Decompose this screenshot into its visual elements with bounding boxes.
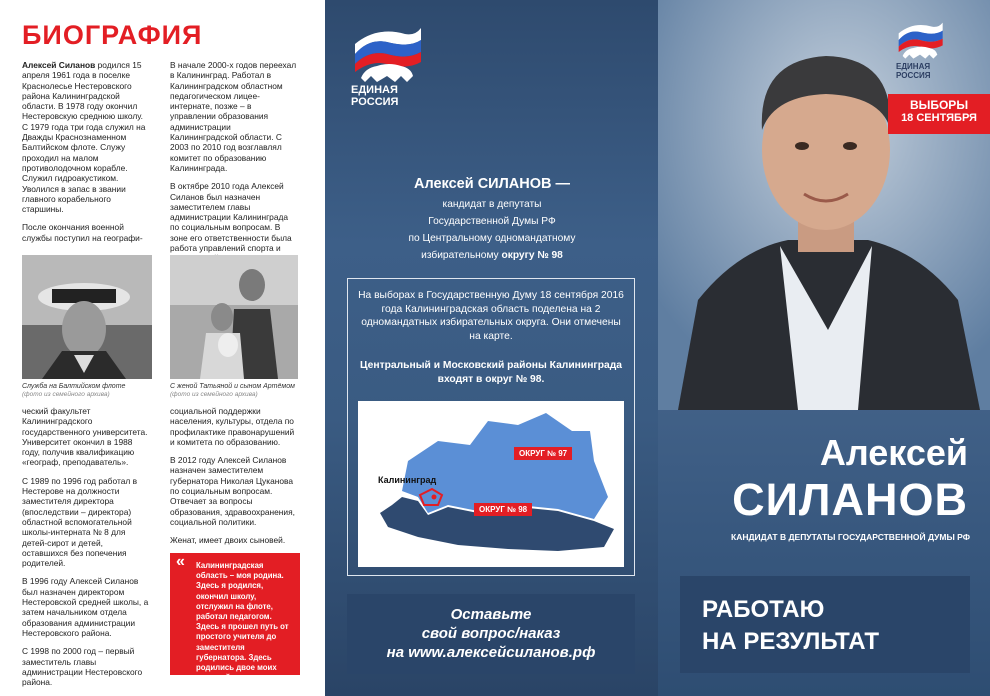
cta-box	[347, 594, 635, 674]
bio-paragraph: Женат, имеет двоих сыновей.	[170, 535, 286, 546]
slogan-line-2: НА РЕЗУЛЬТАТ	[702, 628, 880, 655]
candidate-heading: Алексей СИЛАНОВ —	[414, 176, 570, 192]
slogan-line-1: РАБОТАЮ	[702, 596, 825, 623]
quote-mark-icon: «	[176, 553, 185, 570]
map-label-district-98: ОКРУГ № 98	[474, 503, 532, 516]
bio-name: Алексей Силанов	[22, 60, 96, 70]
biography-title: БИОГРАФИЯ	[22, 20, 203, 50]
district-info-panel	[325, 0, 658, 696]
bio-column-1-bottom	[22, 406, 150, 695]
party-flag-bear-icon	[347, 24, 427, 84]
map-label-district-97: ОКРУГ № 97	[514, 447, 572, 460]
candidate-title: КАНДИДАТ В ДЕПУТАТЫ ГОСУДАРСТВЕННОЙ ДУМЫ РФ	[731, 532, 970, 542]
election-date-badge: ВЫБОРЫ 18 СЕНТЯБРЯ	[888, 94, 990, 134]
quote-text: Калининградская область – моя родина. Здесь я родился, окончил школу, отслужил на флоте, работал педагогом. Здесь я прошел путь от простого учителя до заместителя губернатора. Здесь родились двое моих сыновей.	[196, 561, 289, 683]
bio-paragraph: социальной поддержки населения, культуры, отдела по профилактике правонарушений и комитета по образованию.	[170, 406, 295, 447]
bio-paragraph: После окончания военной службы поступил на географи-	[22, 222, 143, 243]
slogan-box	[680, 576, 970, 673]
photo-source: (фото из семейного архива)	[170, 391, 258, 399]
biography-panel	[0, 0, 325, 696]
bio-column-2-top	[170, 60, 298, 272]
party-logo-text: ЕДИНАЯ РОССИЯ	[896, 62, 931, 80]
bio-column-1-top	[22, 60, 150, 251]
bio-paragraph: С 1989 по 1996 год работал в Нестерове на должности заместителя директора (впоследствии – директора) областной вспомогательной школы-интерната № 8 для детей-сирот и детей, оставшихся без попечения родителей.	[22, 475, 138, 569]
party-logo-text: ЕДИНАЯ РОССИЯ	[351, 84, 399, 108]
district-info-box	[347, 278, 635, 576]
bio-paragraph: Алексей Силанов родился 15 апреля 1961 года в поселке Краснолесье Нестеровского района Калининградской области. В 1978 году окончил Нестеровскую среднюю школу. С 1979 года три года служил на Дважды Краснознаменном Балтийском флоте. Служу проходил на малом противолодочном корабле. Служил гидроакустиком. Уволился в запас в звании главного корабельного старшины.	[22, 60, 146, 215]
candidate-subtitle: кандидат в депутаты Государственной Думы РФ по Центральному одномандатному избирательному округу № 98	[408, 199, 576, 261]
navy-service-photo	[22, 255, 152, 379]
party-logo-small	[892, 20, 952, 90]
cover-panel	[658, 0, 990, 696]
bio-paragraph: С 1998 по 2000 год – первый заместитель главы администрации Нестеровского района.	[22, 646, 143, 688]
bio-paragraph: В начале 2000-х годов переехал в Калининград. Работал в Калининградском областном педагогическом лицее-интернате, позже – в управлении образования администрации Калининградской области. С 2003 по 2010 год возглавлял комитет по образованию Калининграда.	[170, 60, 297, 173]
district-map	[358, 401, 624, 567]
bio-paragraph: В 1996 году Алексей Силанов был назначен директором Нестеровской средней школы, а затем начальником отдела образования администрации Нестеровского района.	[22, 576, 149, 638]
quote-box	[170, 553, 300, 683]
candidate-first-name: Алексей	[819, 432, 968, 473]
bio-paragraph: В октябре 2010 года Алексей Силанов был назначен заместителем главы администрации Калининграда по социальным вопросам. В зоне его ответственности была работа управлений спорта и	[170, 181, 292, 254]
family-photo-caption: С женой Татьяной и сыном Артёмом (фото из семейного архива)	[170, 383, 300, 400]
navy-photo-caption: Служба на Балтийском флоте (фото из семейного архива)	[22, 383, 152, 400]
photo-source: (фото из семейного архива)	[22, 391, 110, 399]
bio-paragraph: В 2012 году Алексей Силанов назначен заместителем губернатора Николая Цуканова по социальным вопросам. Отвечает за вопросы образования, здравоохранения, социальной политики.	[170, 455, 295, 527]
website-link[interactable]: на www.алексейсиланов.рф	[386, 644, 596, 661]
bio-paragraph: ческий факультет Калининградского государственного университета. Университет окончил в 1988 году, получив квалификацию «географ, преподаватель».	[22, 406, 148, 468]
family-photo	[170, 255, 298, 379]
party-flag-bear-icon	[892, 20, 948, 60]
district-info-text: На выборах в Государственную Думу 18 сентября 2016 года Калининградская область поделена на 2 одномандатных избирательных округа. Они отмечены на карте.	[358, 290, 624, 342]
cta-text: Оставьте свой вопрос/наказ на www.алексейсиланов.рф	[386, 606, 596, 661]
candidate-last-name: СИЛАНОВ	[732, 474, 968, 525]
party-logo	[347, 24, 427, 114]
map-city-label: Калининград	[378, 475, 437, 485]
district-info-highlight: Центральный и Московский районы Калининграда входят в округ № 98.	[359, 360, 622, 385]
bio-column-2-bottom	[170, 406, 300, 554]
